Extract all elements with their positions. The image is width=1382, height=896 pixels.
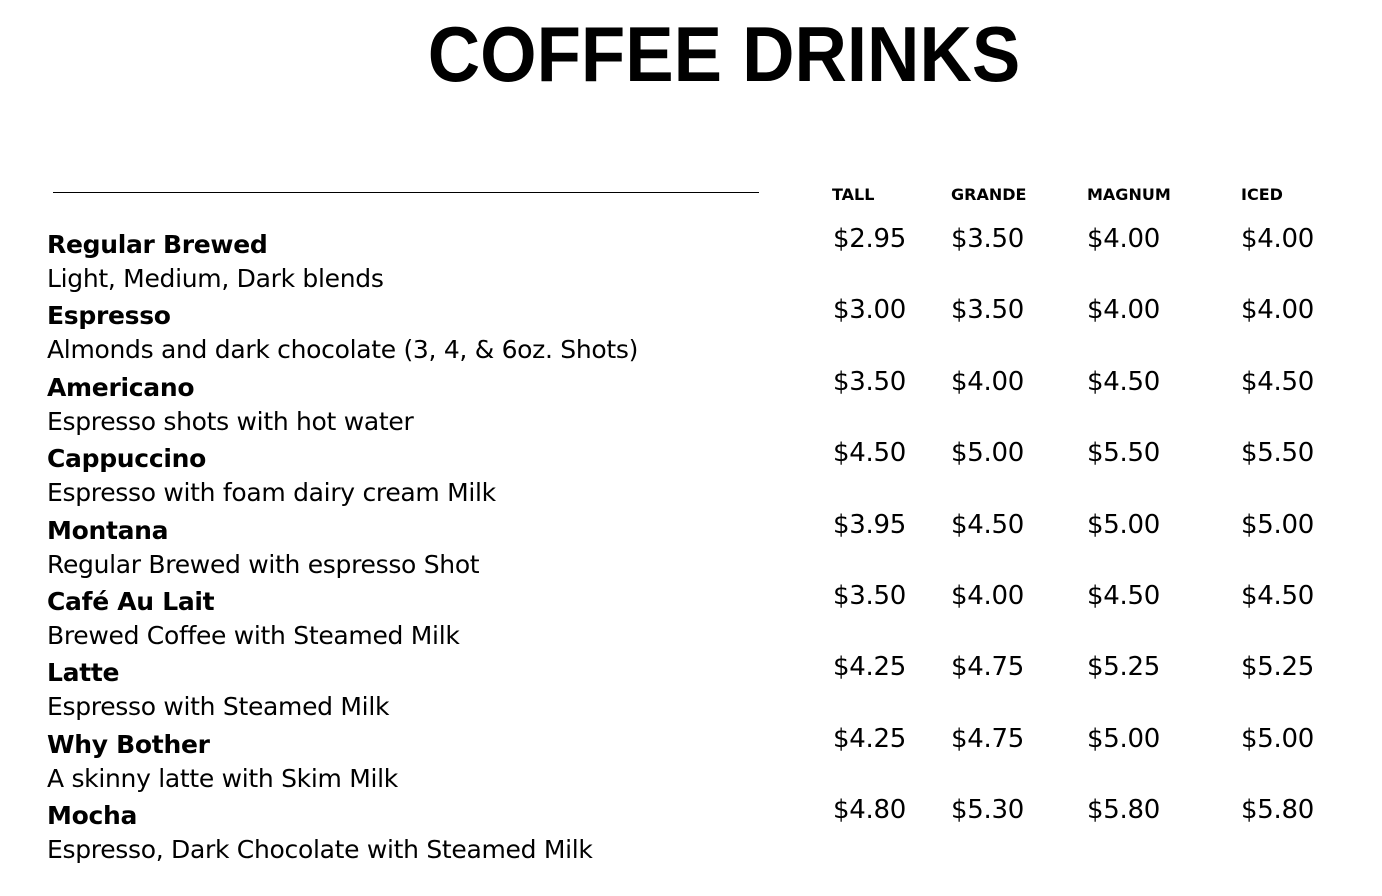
price-iced: $4.00 <box>1241 295 1314 325</box>
price-tall: $4.25 <box>833 652 906 682</box>
menu-item-description: Regular Brewed with espresso Shot <box>47 550 480 579</box>
column-header-tall: TALL <box>832 185 875 204</box>
menu-item <box>47 300 807 372</box>
price-magnum: $5.00 <box>1087 510 1160 540</box>
price-tall: $4.80 <box>833 795 906 825</box>
menu-item-name: Montana <box>47 516 169 545</box>
price-grande: $5.30 <box>951 795 1024 825</box>
price-grande: $4.75 <box>951 652 1024 682</box>
menu-item-name: Latte <box>47 658 120 687</box>
price-magnum: $5.25 <box>1087 652 1160 682</box>
price-tall: $4.50 <box>833 438 906 468</box>
price-magnum: $5.80 <box>1087 795 1160 825</box>
menu-item <box>47 443 807 515</box>
price-grande: $4.00 <box>951 367 1024 397</box>
menu-item-description: Espresso with foam dairy cream Milk <box>47 478 496 507</box>
price-magnum: $4.50 <box>1087 367 1160 397</box>
price-iced: $5.80 <box>1241 795 1314 825</box>
menu-item-description: Espresso shots with hot water <box>47 407 414 436</box>
price-grande: $4.75 <box>951 724 1024 754</box>
menu-item-description: A skinny latte with Skim Milk <box>47 764 398 793</box>
price-iced: $5.00 <box>1241 510 1314 540</box>
menu-item <box>47 657 807 729</box>
column-header-iced: ICED <box>1241 185 1283 204</box>
menu-item-name: Cappuccino <box>47 444 206 473</box>
price-grande: $3.50 <box>951 224 1024 254</box>
menu-item-name: Café Au Lait <box>47 587 215 616</box>
price-magnum: $5.00 <box>1087 724 1160 754</box>
price-iced: $5.25 <box>1241 652 1314 682</box>
menu-item <box>47 372 807 444</box>
price-tall: $3.50 <box>833 581 906 611</box>
menu-item <box>47 229 807 301</box>
column-header-grande: GRANDE <box>951 185 1027 204</box>
price-magnum: $4.00 <box>1087 224 1160 254</box>
menu-item-description: Almonds and dark chocolate (3, 4, & 6oz. Shots) <box>47 335 639 364</box>
menu-item-description: Espresso, Dark Chocolate with Steamed Milk <box>47 835 593 864</box>
price-iced: $4.00 <box>1241 224 1314 254</box>
menu-item-description: Brewed Coffee with Steamed Milk <box>47 621 460 650</box>
menu-item <box>47 800 807 872</box>
price-magnum: $4.00 <box>1087 295 1160 325</box>
price-iced: $4.50 <box>1241 367 1314 397</box>
menu-item-name: Why Bother <box>47 730 210 759</box>
price-grande: $4.50 <box>951 510 1024 540</box>
price-tall: $3.00 <box>833 295 906 325</box>
price-tall: $3.95 <box>833 510 906 540</box>
menu-item <box>47 515 807 587</box>
menu-title: COFFEE DRINKS <box>427 10 1021 98</box>
menu-item-name: Regular Brewed <box>47 230 268 259</box>
price-tall: $4.25 <box>833 724 906 754</box>
menu-item-name: Americano <box>47 373 195 402</box>
column-header-magnum: MAGNUM <box>1087 185 1171 204</box>
menu-item <box>47 586 807 658</box>
price-grande: $5.00 <box>951 438 1024 468</box>
price-grande: $3.50 <box>951 295 1024 325</box>
price-magnum: $5.50 <box>1087 438 1160 468</box>
price-grande: $4.00 <box>951 581 1024 611</box>
price-iced: $4.50 <box>1241 581 1314 611</box>
menu-item-name: Mocha <box>47 801 138 830</box>
price-iced: $5.00 <box>1241 724 1314 754</box>
price-iced: $5.50 <box>1241 438 1314 468</box>
price-tall: $2.95 <box>833 224 906 254</box>
header-divider <box>53 192 759 193</box>
menu-item-description: Espresso with Steamed Milk <box>47 692 390 721</box>
menu-item-description: Light, Medium, Dark blends <box>47 264 384 293</box>
menu-item-name: Espresso <box>47 301 171 330</box>
menu-item <box>47 729 807 801</box>
price-magnum: $4.50 <box>1087 581 1160 611</box>
price-tall: $3.50 <box>833 367 906 397</box>
